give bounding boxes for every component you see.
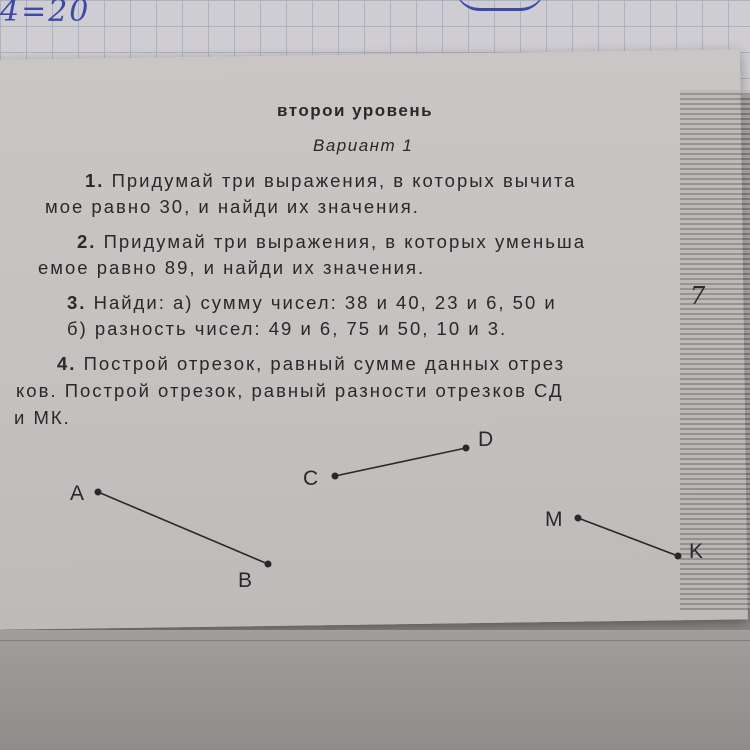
point-k <box>675 553 682 560</box>
task-4-number: 4. <box>57 353 77 374</box>
label-c: C <box>303 467 319 490</box>
point-c <box>332 473 339 480</box>
label-m: M <box>545 508 563 531</box>
task-3-text-1: Найди: а) сумму чисел: 38 и 40, 23 и 6, 50 и <box>93 292 557 313</box>
task-2-text-1: Придумай три выражения, в которых уменьша <box>103 231 586 252</box>
handwritten-scribble: 4=20 <box>0 0 91 29</box>
task-1-line-2: мое равно 30, и найди их значения. <box>45 196 420 217</box>
task-4-text-1: Построй отрезок, равный сумме данных отрез <box>83 353 566 374</box>
task-1-number: 1. <box>85 170 105 191</box>
variant-title: Вариант 1 <box>313 136 414 155</box>
segment-cd <box>335 448 466 476</box>
task-4-line-3: и МК. <box>14 407 71 428</box>
point-m <box>575 515 582 522</box>
point-a <box>95 489 102 496</box>
point-d <box>463 445 470 452</box>
segment-mk <box>578 518 678 556</box>
segment-ab <box>98 492 268 564</box>
task-1-text-1: Придумай три выражения, в которых вычита <box>111 170 577 191</box>
level-heading: второи уровень <box>277 101 434 120</box>
task-3-line-2: б) разность чисел: 49 и 6, 75 и 50, 10 и 3. <box>67 318 508 339</box>
handwritten-seven: 7 <box>690 282 706 310</box>
task-2-line-2: емое равно 89, и найди их значения. <box>38 257 426 278</box>
task-3-number: 3. <box>67 292 87 313</box>
task-4-line-2: ков. Построй отрезок, равный разности отрезков СД <box>16 380 564 401</box>
label-a: A <box>70 482 85 505</box>
label-d: D <box>478 428 494 451</box>
label-k: K <box>689 540 704 563</box>
label-b: B <box>238 569 253 592</box>
task-2-number: 2. <box>77 231 97 252</box>
point-b <box>265 561 272 568</box>
